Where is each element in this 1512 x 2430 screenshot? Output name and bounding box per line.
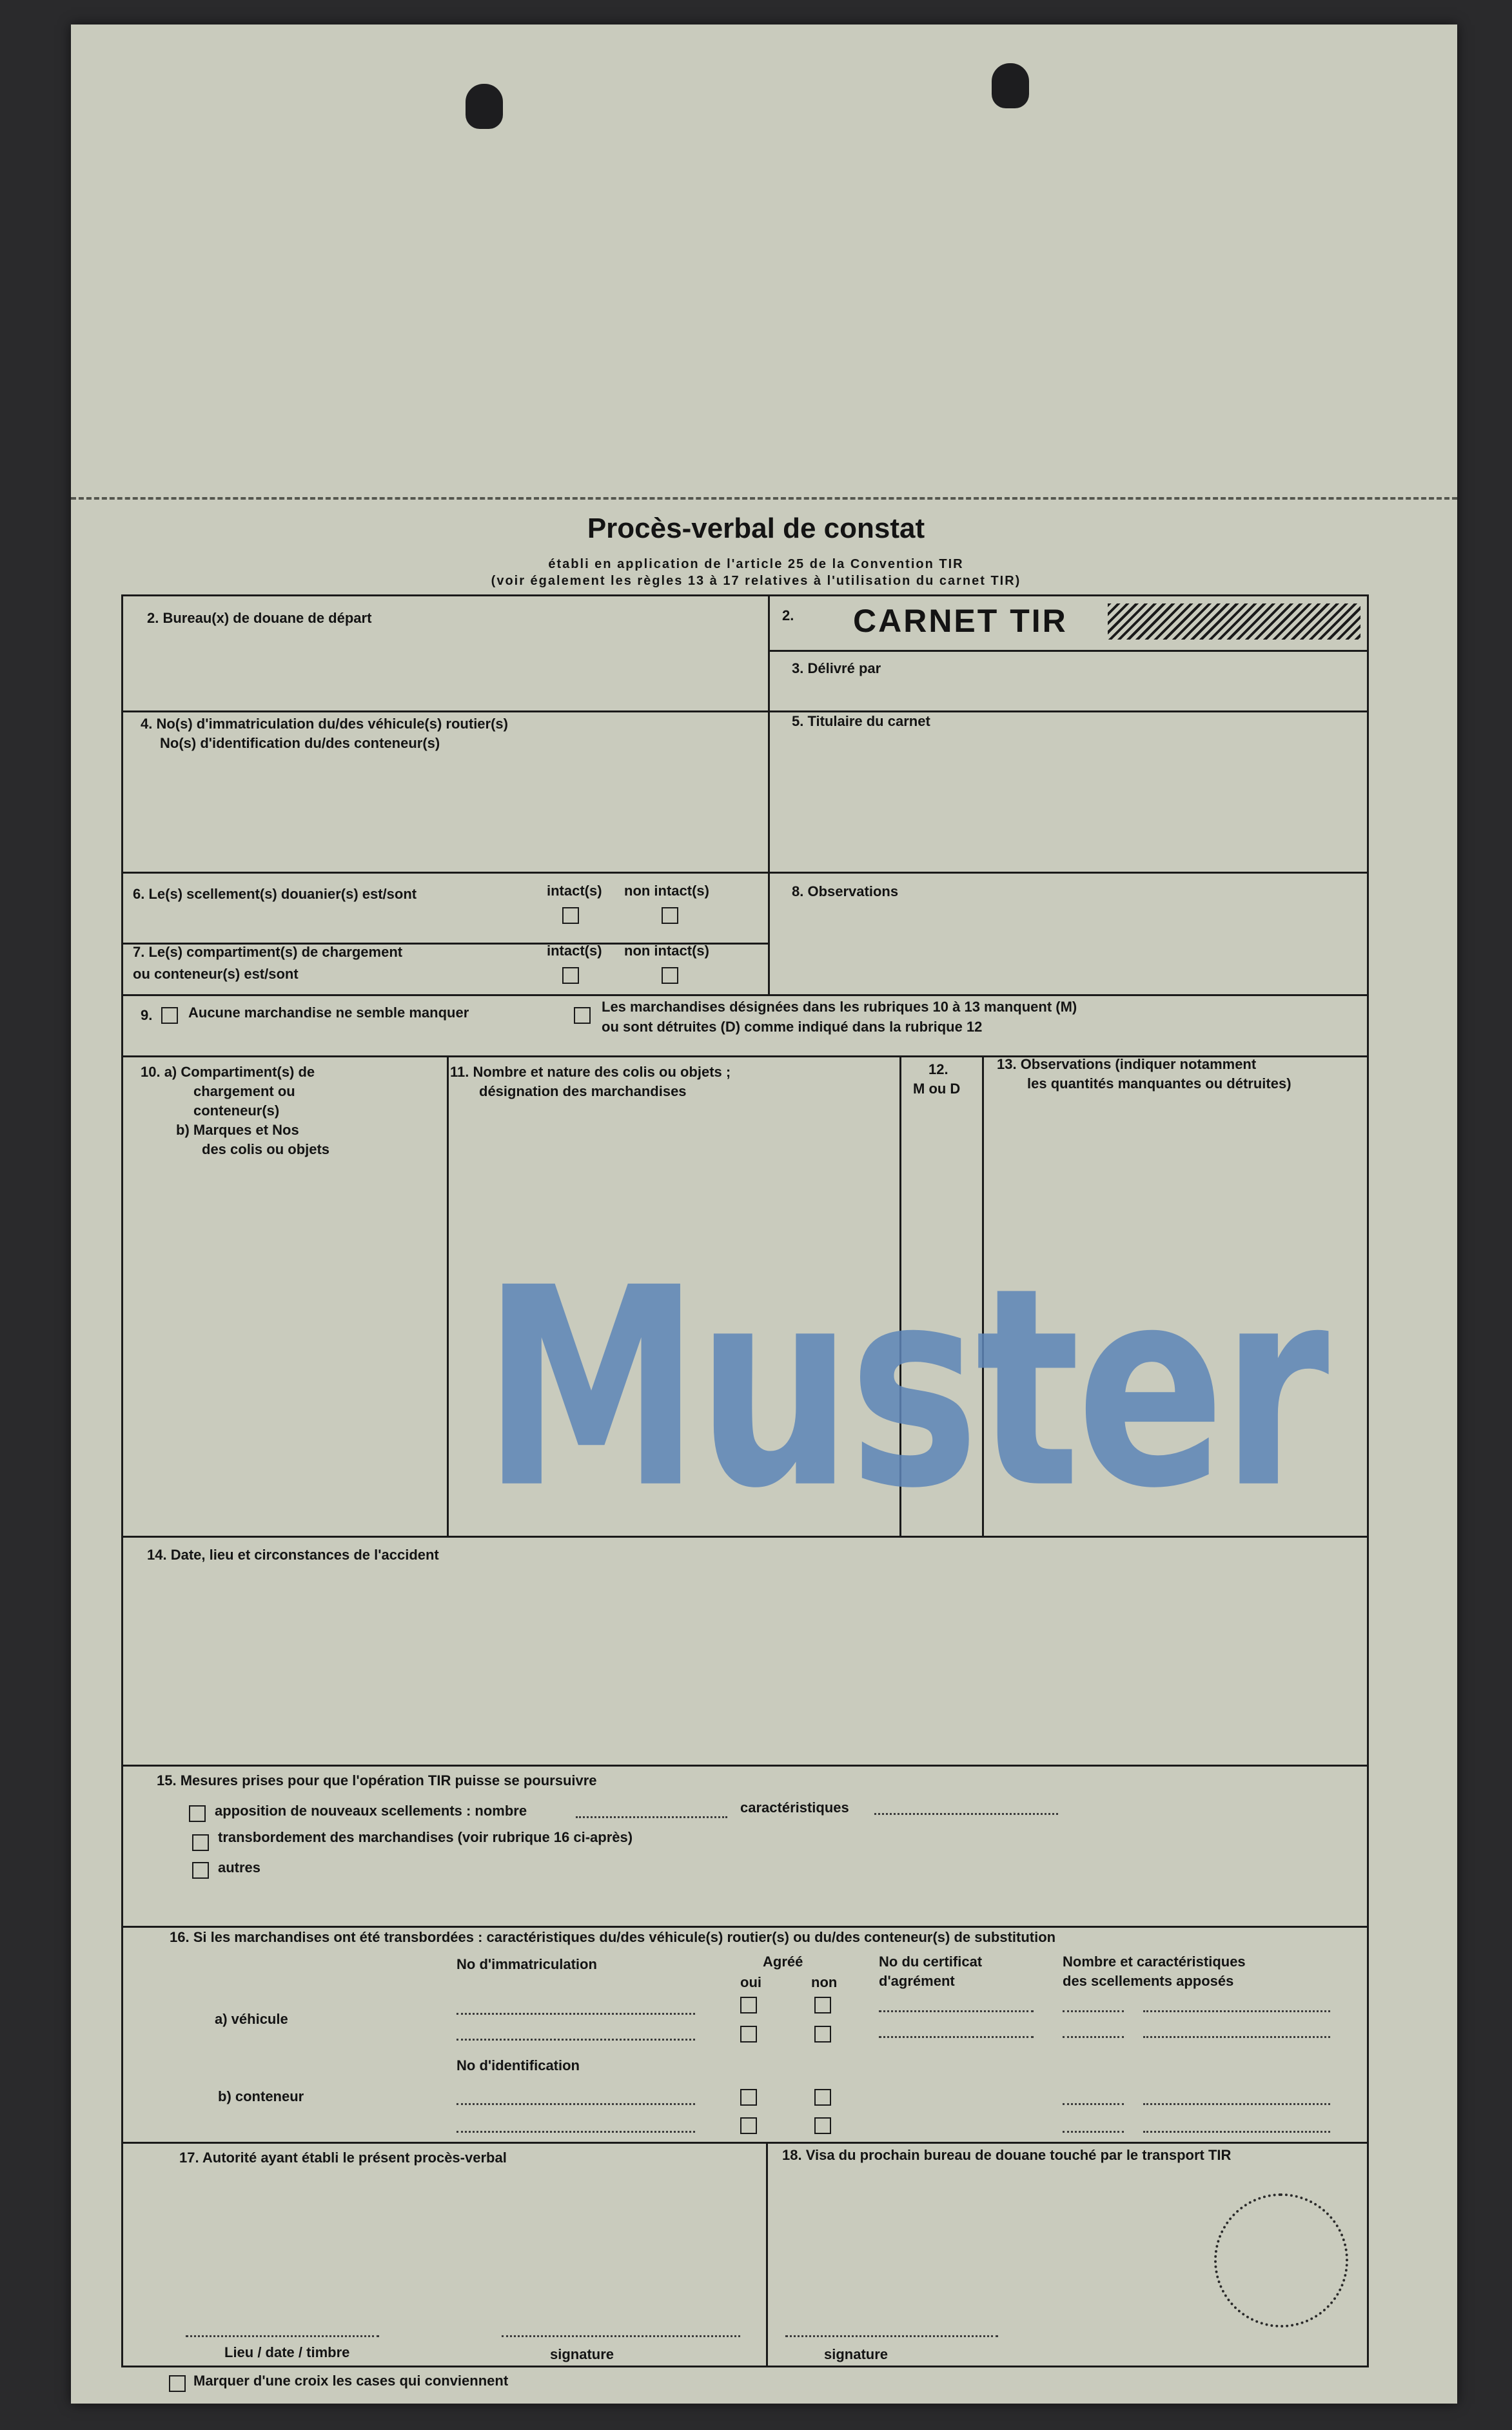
box15-new-seals-checkbox[interactable]	[189, 1805, 206, 1822]
box16-label: 16. Si les marchandises ont été transbordées : caractéristiques du/des véhicule(s) routier(s) ou du/des conteneur(s) de substitution	[170, 1929, 1056, 1945]
form-subtitle-2: (voir également les règles 13 à 17 relatives à l'utilisation du carnet TIR)	[491, 574, 1021, 588]
box6-label: 6. Le(s) scellement(s) douanier(s) est/sont	[133, 886, 417, 902]
vehicle-seal-details-field-1[interactable]	[1143, 2010, 1330, 2012]
carnet-title: CARNET TIR	[853, 603, 1068, 639]
box6-non-intact-checkbox[interactable]	[662, 907, 678, 924]
box9-missing-label-1: Les marchandises désignées dans les rubriques 10 à 13 manquent (M)	[602, 999, 1077, 1015]
form-grid	[121, 594, 1369, 2367]
vehicle-2-approved-no-checkbox[interactable]	[814, 2026, 831, 2043]
vehicle-2-approved-yes-checkbox[interactable]	[740, 2026, 757, 2043]
box5-label: 5. Titulaire du carnet	[792, 713, 930, 729]
box17-signature-field[interactable]	[502, 2335, 740, 2337]
carnet-number-hatch	[1108, 603, 1360, 640]
vehicle-certificate-field-2[interactable]	[879, 2036, 1034, 2038]
box15-transshipment-label: transbordement des marchandises (voir rubrique 16 ci-après)	[218, 1829, 633, 1845]
box10-label-3: conteneur(s)	[193, 1102, 280, 1119]
carnet-number: 2.	[782, 607, 794, 623]
box4-label-2: No(s) d'identification du/des conteneur(s)	[160, 735, 440, 751]
box14-field[interactable]	[128, 1571, 1362, 1761]
box7-label-2: ou conteneur(s) est/sont	[133, 966, 299, 982]
punch-hole-right	[992, 63, 1029, 108]
box11-label-2: désignation des marchandises	[479, 1083, 687, 1099]
box15-seal-count-field[interactable]	[576, 1816, 727, 1818]
box16-vehicle-label: a) véhicule	[215, 2011, 288, 2027]
vehicle-seal-count-field-1[interactable]	[1063, 2010, 1124, 2012]
box9-missing-label-2: ou sont détruites (D) comme indiqué dans la rubrique 12	[602, 1019, 983, 1035]
container-seal-details-field-1[interactable]	[1143, 2103, 1330, 2105]
punch-hole-left	[466, 84, 503, 129]
footer-note: Marquer d'une croix les cases qui conviennent	[193, 2373, 509, 2389]
box10-field[interactable]	[128, 1165, 444, 1533]
container-seal-details-field-2[interactable]	[1143, 2131, 1330, 2133]
footer-checkbox	[169, 2375, 186, 2392]
container-id-field-2[interactable]	[457, 2131, 695, 2133]
container-2-approved-no-checkbox[interactable]	[814, 2117, 831, 2134]
container-seal-count-field-1[interactable]	[1063, 2103, 1124, 2105]
box4-label-1: 4. No(s) d'immatriculation du/des véhicule(s) routier(s)	[141, 716, 508, 732]
box11-label-1: 11. Nombre et nature des colis ou objets ;	[450, 1064, 731, 1080]
box6-non-intact-label: non intact(s)	[624, 883, 709, 899]
form-subtitle-1: établi en application de l'article 25 de la Convention TIR	[548, 557, 964, 571]
box2-field[interactable]	[128, 633, 760, 707]
box3-field[interactable]	[772, 678, 1362, 707]
box15-transshipment-checkbox[interactable]	[192, 1834, 209, 1851]
box8-field[interactable]	[772, 904, 1362, 991]
box10-label-2: chargement ou	[193, 1083, 295, 1099]
box10-label-4: b) Marques et Nos	[176, 1122, 299, 1138]
box3-label: 3. Délivré par	[792, 660, 881, 676]
box9-missing-checkbox[interactable]	[574, 1007, 591, 1024]
box18-label: 18. Visa du prochain bureau de douane touché par le transport TIR	[782, 2147, 1232, 2163]
box15-other-checkbox[interactable]	[192, 1862, 209, 1879]
box9-no-loss-label: Aucune marchandise ne semble manquer	[188, 1004, 469, 1021]
vehicle-seal-count-field-2[interactable]	[1063, 2036, 1124, 2038]
box16-col-seals-2: des scellements apposés	[1063, 1973, 1234, 1989]
box7-intact-checkbox[interactable]	[562, 967, 579, 984]
box10-label-1: 10. a) Compartiment(s) de	[141, 1064, 315, 1080]
box15-characteristics-field[interactable]	[874, 1813, 1058, 1815]
container-1-approved-yes-checkbox[interactable]	[740, 2089, 757, 2106]
box16-col-registration: No d'immatriculation	[457, 1956, 597, 1972]
box7-non-intact-label: non intact(s)	[624, 943, 709, 959]
box7-intact-label: intact(s)	[547, 943, 602, 959]
muster-stamp: Muster	[482, 1230, 1326, 1549]
vehicle-1-approved-no-checkbox[interactable]	[814, 1997, 831, 2014]
box17-place-date-field[interactable]	[186, 2335, 379, 2337]
container-seal-count-field-2[interactable]	[1063, 2131, 1124, 2133]
box16-col-identification: No d'identification	[457, 2057, 580, 2073]
box17-place-date-label: Lieu / date / timbre	[224, 2344, 350, 2360]
box18-stamp-circle	[1214, 2193, 1348, 2327]
box10-label-5: des colis ou objets	[202, 1141, 330, 1157]
box16-col-approved: Agréé	[763, 1954, 803, 1970]
box18-signature-label: signature	[824, 2346, 889, 2362]
container-2-approved-yes-checkbox[interactable]	[740, 2117, 757, 2134]
box4-field[interactable]	[128, 756, 760, 868]
box16-container-label: b) conteneur	[218, 2088, 304, 2104]
box7-label-1: 7. Le(s) compartiment(s) de chargement	[133, 944, 403, 960]
box16-col-seals-1: Nombre et caractéristiques	[1063, 1954, 1246, 1970]
box16-yes-label: oui	[740, 1974, 761, 1990]
vehicle-seal-details-field-2[interactable]	[1143, 2036, 1330, 2038]
vehicle-registration-field-1[interactable]	[457, 2013, 695, 2015]
box16-no-label: non	[811, 1974, 838, 1990]
box17-signature-label: signature	[550, 2346, 614, 2362]
form-title: Procès-verbal de constat	[587, 513, 925, 544]
container-id-field-1[interactable]	[457, 2103, 695, 2105]
box8-label: 8. Observations	[792, 883, 899, 899]
box12-label-2: M ou D	[913, 1081, 961, 1097]
box17-label: 17. Autorité ayant établi le présent procès-verbal	[179, 2150, 507, 2166]
box15-label: 15. Mesures prises pour que l'opération TIR puisse se poursuivre	[157, 1772, 597, 1788]
box13-label-1: 13. Observations (indiquer notamment	[997, 1056, 1257, 1072]
box9-number: 9.	[141, 1007, 153, 1023]
box6-intact-checkbox[interactable]	[562, 907, 579, 924]
box16-col-certificate-2: d'agrément	[879, 1973, 955, 1989]
box15-other-label: autres	[218, 1859, 261, 1876]
box13-label-2: les quantités manquantes ou détruites)	[1027, 1075, 1291, 1092]
box15-new-seals-label: apposition de nouveaux scellements : nombre	[215, 1803, 527, 1819]
box2-label: 2. Bureau(x) de douane de départ	[147, 610, 372, 626]
box18-signature-field[interactable]	[785, 2335, 998, 2337]
box15-characteristics-label: caractéristiques	[740, 1799, 849, 1816]
box12-label-1: 12.	[928, 1061, 948, 1077]
box5-field[interactable]	[772, 736, 1362, 868]
box14-label: 14. Date, lieu et circonstances de l'accident	[147, 1547, 439, 1563]
perforation-line	[71, 497, 1457, 500]
vehicle-certificate-field-1[interactable]	[879, 2010, 1034, 2012]
box7-non-intact-checkbox[interactable]	[662, 967, 678, 984]
vehicle-registration-field-2[interactable]	[457, 2039, 695, 2041]
box9-no-loss-checkbox[interactable]	[161, 1007, 178, 1024]
box16-col-certificate-1: No du certificat	[879, 1954, 983, 1970]
vehicle-1-approved-yes-checkbox[interactable]	[740, 1997, 757, 2014]
box6-intact-label: intact(s)	[547, 883, 602, 899]
container-1-approved-no-checkbox[interactable]	[814, 2089, 831, 2106]
